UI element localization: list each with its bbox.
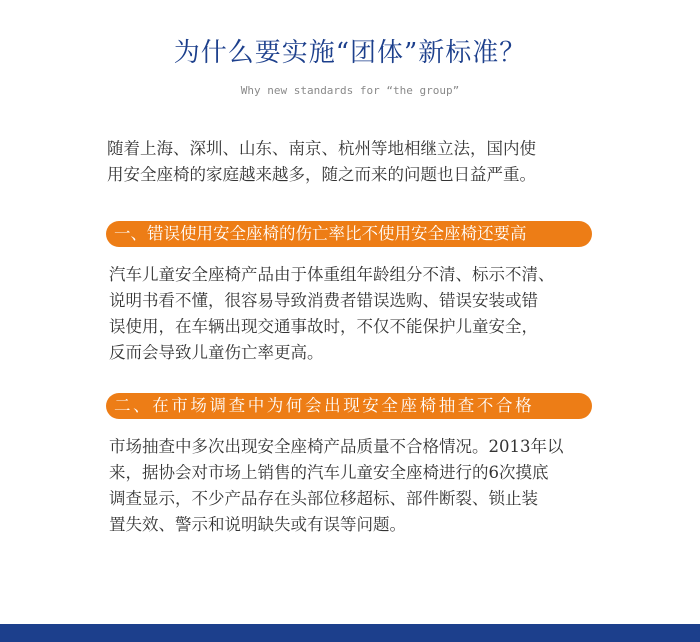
section-1-body: 汽车儿童安全座椅产品由于体重组年龄组分不清、标示不清、 说明书看不懂，很容易导致消费者错误选购、错误安装或错 误使用，在车辆出现交通事故时，不仅不能保护儿童安全， 反而会导致儿童伤亡率更高。 [109, 265, 555, 362]
page-title: 为什么要实施“团体”新标准？ [173, 38, 527, 68]
section-2-heading: 二、在市场调查中为何会出现安全座椅抽查不合格 [106, 393, 592, 419]
section-1-heading: 一、错误使用安全座椅的伤亡率比不使用安全座椅还要高 [106, 221, 592, 247]
section-2-body: 市场抽查中多次出现安全座椅产品质量不合格情况。2013年以 来，据协会对市场上销售的汽车儿童安全座椅进行的6次摸底 调查显示，不少产品存在头部位移超标、部件断裂、锁止装 置失效、警示和说明缺失或有误等问题。 [109, 437, 564, 534]
intro-paragraph: 随着上海、深圳、山东、南京、杭州等地相继立法，国内使 用安全座椅的家庭越来越多，随之而来的问题也日益严重。 [107, 139, 536, 184]
page-subtitle: Why new standards for “the group” [240, 84, 460, 97]
footer-bar [0, 624, 700, 642]
